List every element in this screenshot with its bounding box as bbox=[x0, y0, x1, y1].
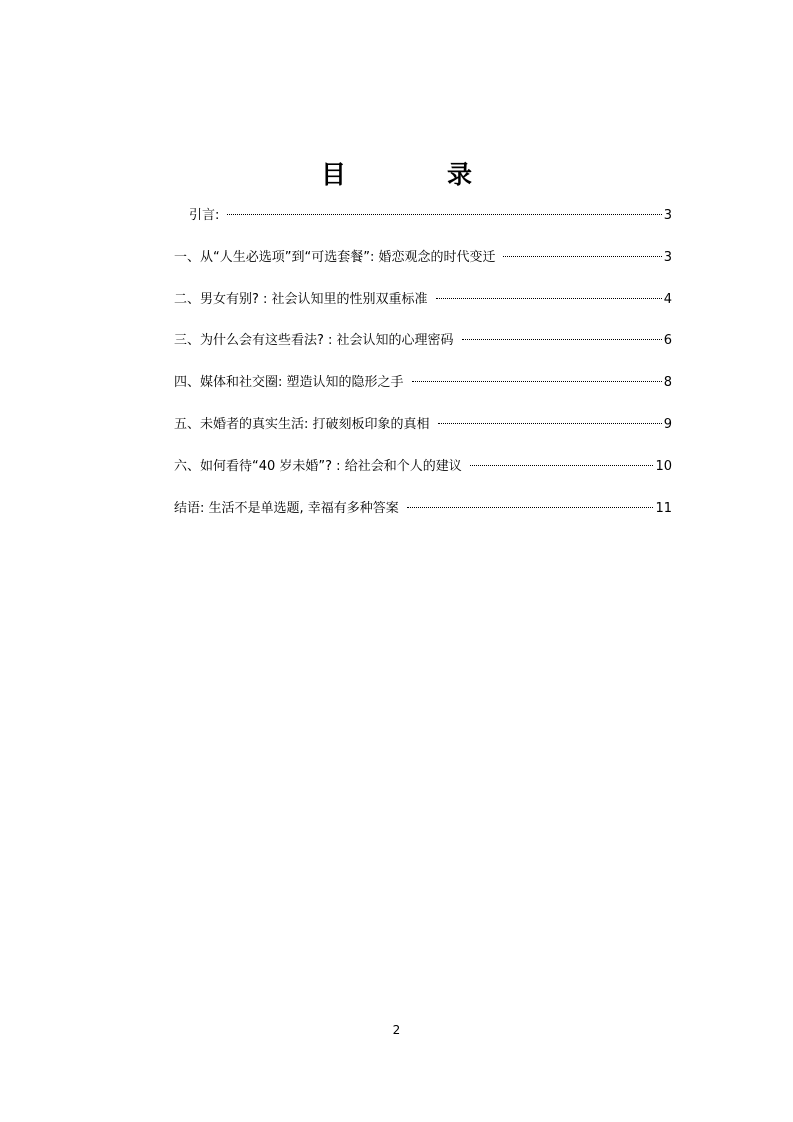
toc-entry-label: 三、为什么会有这些看法? : 社会认知的心理密码 bbox=[174, 333, 454, 349]
page-number: 2 bbox=[392, 1023, 401, 1037]
toc-entry-label: 二、男女有别? : 社会认知里的性别双重标准 bbox=[174, 291, 428, 307]
toc-dot-leader bbox=[407, 507, 654, 508]
toc-entry-label: 五、未婚者的真实生活: 打破刻板印象的真相 bbox=[174, 416, 430, 432]
toc-dot-leader bbox=[436, 298, 662, 299]
toc-entry-page: 3 bbox=[663, 249, 672, 265]
toc-entry-page: 8 bbox=[663, 375, 672, 391]
toc-entry-section-2[interactable] bbox=[174, 288, 672, 330]
toc-dot-leader bbox=[503, 256, 661, 257]
toc-entry-page: 9 bbox=[663, 416, 672, 432]
toc-entry-label: 引言: bbox=[189, 208, 220, 223]
toc-entry-section-6[interactable] bbox=[174, 455, 672, 497]
toc-entry-conclusion[interactable] bbox=[174, 497, 672, 539]
toc-entry-section-4[interactable] bbox=[174, 371, 672, 413]
toc-entry-page: 11 bbox=[655, 500, 672, 516]
toc-entry-label: 四、媒体和社交圈: 塑造认知的隐形之手 bbox=[174, 375, 404, 391]
toc-entry-section-1[interactable] bbox=[174, 246, 672, 288]
toc-title: 目 录 bbox=[320, 160, 510, 189]
toc-dot-leader bbox=[470, 465, 654, 466]
toc-entry-intro[interactable] bbox=[174, 204, 672, 246]
toc-entry-section-5[interactable] bbox=[174, 413, 672, 455]
toc-entry-page: 4 bbox=[663, 291, 672, 307]
toc-entry-section-3[interactable] bbox=[174, 329, 672, 371]
toc-dot-leader bbox=[227, 214, 661, 215]
toc-entry-page: 10 bbox=[655, 458, 672, 474]
toc-dot-leader bbox=[462, 339, 662, 340]
toc-entry-label: 一、从“人生必选项”到“可选套餐”: 婚恋观念的时代变迁 bbox=[174, 249, 496, 265]
toc-entry-label: 结语: 生活不是单选题, 幸福有多种答案 bbox=[174, 500, 399, 516]
toc-entry-page: 3 bbox=[663, 208, 672, 223]
toc-dot-leader bbox=[438, 423, 662, 424]
toc-dot-leader bbox=[412, 381, 662, 382]
toc-entry-page: 6 bbox=[663, 333, 672, 349]
toc-entry-label: 六、如何看待“40 岁未婚”? : 给社会和个人的建议 bbox=[174, 458, 462, 474]
table-of-contents bbox=[174, 204, 672, 538]
